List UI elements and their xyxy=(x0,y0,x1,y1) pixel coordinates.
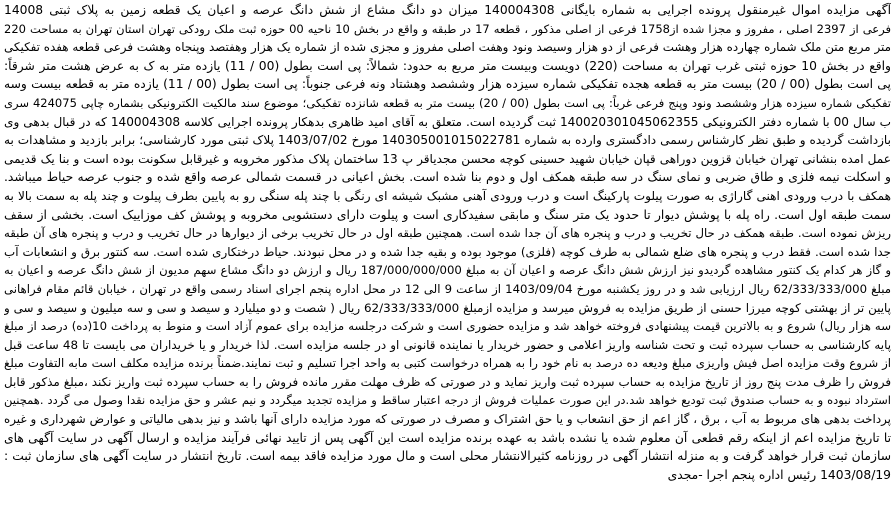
notice-line: پرداخت بدهی های مربوط به آب ، برق ، گاز اعم از حق انشعاب و یا حق اشتراک و مصرف در صورتی که مورد مزایده دارای آنها باشد و نیز بدهی مالیاتی و عوارض شهرداری و غیره xyxy=(4,412,891,427)
notice-line: سمت طبقه اول است. راه پله با پوشش دیوار تا حدود یک متر سنگ و مابقی سفیدکاری است و پیلوت دارای دستشویی مخروبه و پوشش کف موزاییک است. بخشی از سقف xyxy=(4,207,891,222)
notice-line: پایین تر از بهشتی کوچه میرزا حسنی از طریق مزایده به فروش میرسد و مزایده ازمبلغ 62/333/333/000 ریال ( شصت و دو میلیارد و سیصد و سی و سه میلیون و سیصد و سی و xyxy=(4,300,891,315)
notice-line: پایه کارشناسی به حساب سپرده ثبت و تحت شناسه واریز اعلامی و حضور خریدار یا نماینده قانونی او در جلسه مزایده است. لذا خریدار و یا خریداران می بایست تا 48 ساعت قبل xyxy=(4,337,891,352)
notice-line: تا تاریخ مزایده اعم از اینکه رقم قطعی آن معلوم شده یا نشده باشد به عهده برنده مزایده است این آگهی پس از تایید نهائی فرآیند مزایده و ارسال آگهی در سایت آگهی های xyxy=(4,430,891,445)
notice-line: ب سال 00 با شماره دفتر الکترونیکی 140020301045062355 ثبت گردیده است. متعلق به آقای امید ظاهری بدهکار پرونده اجرایی کلاسه 140004308 که در قبال بدهی وی xyxy=(4,114,891,129)
notice-line: فرعی از 2397 اصلی ، مفروز و مجزا شده از1758 فرعی از اصلی مذکور ، قطعه 17 در طبقه و واقع در بخش 10 ناحیه 00 حوزه ثبت ملک رودکی تهران استان تهران به مساحت 220 xyxy=(4,21,891,36)
notice-line: سازمان ثبت قرار خواهد گرفت و به منزله انتشار آگهی در روزنامه کثیرالانتشار محلی است و مال مورد مزایده فاقد بیمه است. تاریخ انتشار در سایت آگهی های سازمان ثبت : xyxy=(4,449,891,464)
notice-line: و اسکلت نیمه فلزی و طاق ضربی و نمای سنگ در سه طبقه همکف اول و دوم بنا شده است. بخش اعیانی در قسمت شمالی عرصه واقع شده و جنوب عرصه حیاط میباشد. xyxy=(4,170,891,185)
notice-line: آگهی مزایده اموال غیرمنقول پرونده اجرایی به شماره بایگانی 140004308 میزان دو دانگ مشاع از شش دانگ عرصه و اعیان یک قطعه زمین به پلاک ثبتی 14008 xyxy=(4,3,891,17)
notice-line: متر مربع متن ملک شماره چهارده هزار وهشت فرعی از دو هزار وسیصد ونود وهفت اصلی مفروز و مجزی شده از شماره یک هزار وهفتصد وپنجاه وهشت فرعی قطعه هفده تفکیکی xyxy=(4,40,891,55)
notice-line: سه هزار ریال) شروع و به بالاترین قیمت پیشنهادی فروخته خواهد شد و مزایده حضوری است و شرکت درجلسه مزایده برای عموم آزاد است و منوط به پرداخت 10(ده) درصد از مبلغ xyxy=(4,319,891,334)
notice-line: واقع در بخش 10 حوزه ثبتی غرب تهران به مساحت (220) دویست وبیست متر مربع به حدود: شمالاً: پی است بطول (00 / 11) یازده متر به ک به عرض هشت متر شرقاً: xyxy=(4,58,891,73)
notice-line: همکف با درب ورودی اهنی گاراژی به صورت پیلوت پارکینگ است و درب ورودی آهنی مشبک شیشه ای رنگی با چند پله سنگی رو به پایین بطرف پیلوت و چند پله به سمت بالا به xyxy=(4,188,891,203)
notice-signature-line: 1403/08/19 رئیس اداره پنجم اجرا -مجدی xyxy=(667,467,891,482)
notice-line: فروش را ظرف مدت پنج روز از تاریخ مزایده به حساب سپرده ثبت واریز نماید و در صورتی که ظرف مهلت مقرر مانده فروش را به حساب سپرده ثبت واریز نکند ،مبلغ مذکور قابل xyxy=(4,374,891,389)
notice-line: و گاز هر کدام یک کنتور مشاهده گردیدو نیز ارزش شش دانگ عرصه و اعیان آن به مبلغ 187/000/000/000 ریال و ارزش دو دانگ مشاع سهم مدیون از شش دانگ عرصه و اعیان به xyxy=(4,263,891,278)
notice-line: تفکیکی شماره سیزده هزار وششصد ونود وپنج فرعی غرباً: پی است بطول (00 / 20) بیست متر به قطعه شانزده تفکیکی؛ موضوع سند مالکیت الکترونیکی بشماره چاپی 424075 سری xyxy=(4,95,891,110)
notice-line: عمل امده بنشانی تهران خیابان قزوین دوراهی قپان خیابان شهید حسینی کوچه محسن مجدیاقر پ 13 ساختمان پلاک مذکور مخروبه و غیرقابل سکونت بوده است و بنا یک قدیمی xyxy=(4,151,891,166)
notice-line: استرداد نبوده و به حساب صندوق ثبت تودیع خواهد شد.در این صورت عملیات فروش از درجه اعتبار ساقط و مزایده تجدید میگردد و نیم عشر و حق مزایده نقدا وصول می گردد .همچنین xyxy=(4,393,891,408)
notice-line: ریزش نموده است. طبقه همکف در حال تخریب و درب و پنجره های آن جدا شده است. همچنین طبقه اول در حال تخریب برخی از دیوارها در حال تخریب و درب و پنجره های آن طبقه xyxy=(4,226,891,241)
notice-line: پی است بطول (00 / 20) بیست متر به قطعه هجده تفکیکی شماره سیزده هزار وششصد وهشتاد ونه فرعی جنوباً: پی است بطول (00 / 11) یازده متر به قطعه بیست وسه xyxy=(4,77,891,92)
notice-line: جدا شده است. فقط درب و پنجره های ضلع شمالی به طرف کوچه (فلزی) موجود بوده و بقیه جدا شده و در محل نبودند. حیاط درختکاری شده است. سه کنتور برق و انشعابات آب xyxy=(4,244,891,259)
notice-line: بازداشت گردیده و طبق نظر کارشناس رسمی دادگستری وارده به شماره 140305001015022781 مورخ 1403/07/02 پلاک ثبتی مورد کارشناسی؛ برابر بازدید و مشاهدات به xyxy=(4,133,891,148)
notice-line: از شروع وقت مزایده اصل فیش واریزی مبلغ ودیعه ده درصد به نام خود را به همراه درخواست کتبی به واحد اجرا تسلیم و ثبت نمایند.ضمناً برنده مزایده مکلف است مابه التفاوت مبلغ xyxy=(4,356,891,371)
notice-line: مبلغ 62/333/333/000 ریال ارزیابی شد و در روز یکشنبه مورخ 1403/09/04 از ساعت 9 الی 12 در محل اداره پنجم اجرای اسناد رسمی واقع در تهران ، خیابان قائم مقام فراهانی xyxy=(4,281,891,296)
